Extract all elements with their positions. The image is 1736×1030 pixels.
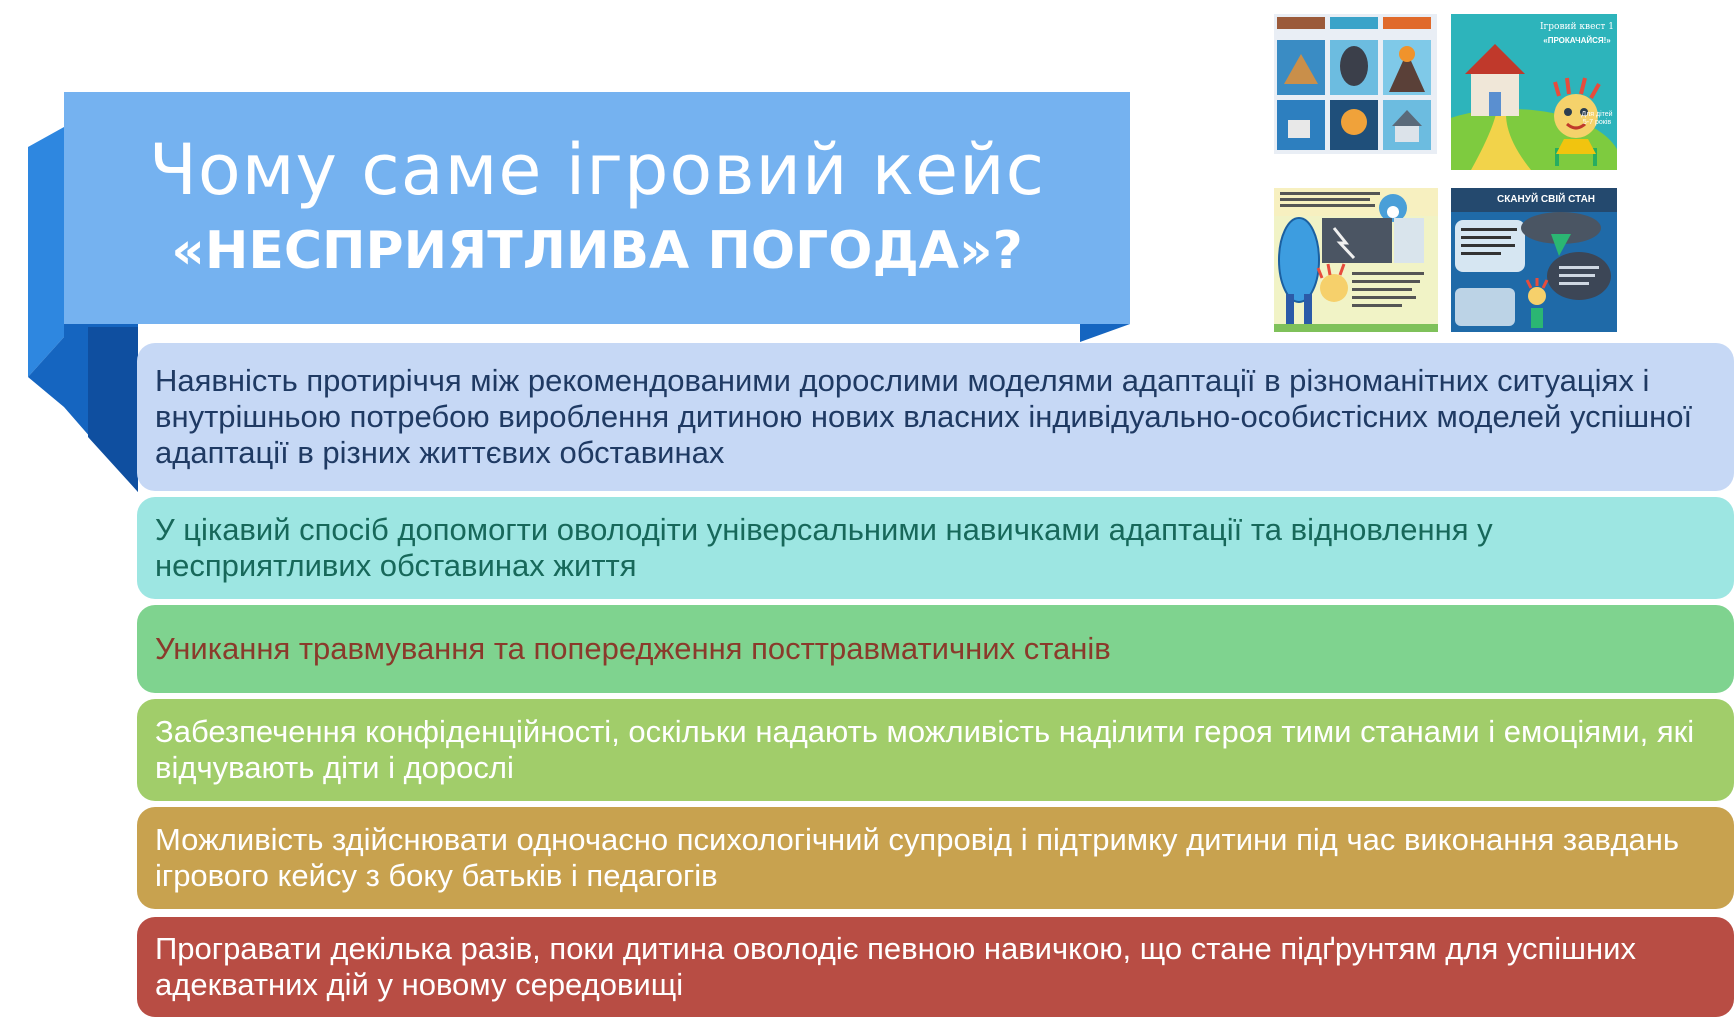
reason-text-4: Забезпечення конфіденційності, оскільки надають можливість наділити героя тими станами і емоціями, які відчувають діти і дорослі bbox=[155, 714, 1695, 785]
quest-audience: Для дітей 5-7 років bbox=[1581, 111, 1613, 126]
reason-row-3 bbox=[137, 605, 1734, 693]
emotions-slide-art bbox=[1274, 188, 1438, 332]
reason-row-6 bbox=[137, 917, 1734, 1017]
quest-heading: Ігровий квест 1 bbox=[1540, 22, 1614, 32]
reason-text-3: Уникання травмування та попередження посттравматичних станів bbox=[155, 631, 1111, 666]
title-banner bbox=[64, 92, 1130, 324]
disaster-icons-grid bbox=[1274, 14, 1437, 154]
reason-text-5: Можливість здійснювати одночасно психологічний супровід і підтримку дитини під час виконання завдань ігрового кейсу з боку батьків і педагогів bbox=[155, 822, 1680, 893]
scan-state-slide-art bbox=[1451, 188, 1617, 332]
thumbnail-scan-state-slide bbox=[1451, 188, 1617, 332]
reason-row-5 bbox=[137, 807, 1734, 909]
reason-text-2: У цікавий спосіб допомогти оволодіти універсальними навичками адаптації та відновлення у несприятливих обставинах життя bbox=[155, 512, 1493, 583]
scan-state-heading: СКАНУЙ СВІЙ СТАН bbox=[1496, 194, 1596, 205]
reason-row-4 bbox=[137, 699, 1734, 801]
title-line-2: «НЕСПРИЯТЛИВА ПОГОДА»? bbox=[171, 221, 1023, 281]
quest-name: «ПРОКАЧАЙСЯ!» bbox=[1543, 36, 1611, 45]
thumbnail-emotions-slide bbox=[1274, 188, 1438, 332]
reason-text-6: Програвати декілька разів, поки дитина оволодіє певною навичкою, що стане підґрунтям для успішних адекватних дій у новому середовищі bbox=[155, 931, 1636, 1002]
reason-text-1: Наявність протиріччя між рекомендованими дорослими моделями адаптації в різноманітних ситуаціях і внутрішньою потребою вироблення дитиною нових власних індивідуально-особистісних моделей успішної адаптації в різних життєвих обставинах bbox=[155, 363, 1693, 470]
thumbnail-quest-slide bbox=[1451, 14, 1617, 170]
thumbnail-disaster-icons bbox=[1274, 14, 1437, 154]
title-line-1: Чому саме ігровий кейс bbox=[148, 129, 1046, 211]
reason-row-2 bbox=[137, 497, 1734, 599]
reason-row-1 bbox=[137, 343, 1734, 491]
